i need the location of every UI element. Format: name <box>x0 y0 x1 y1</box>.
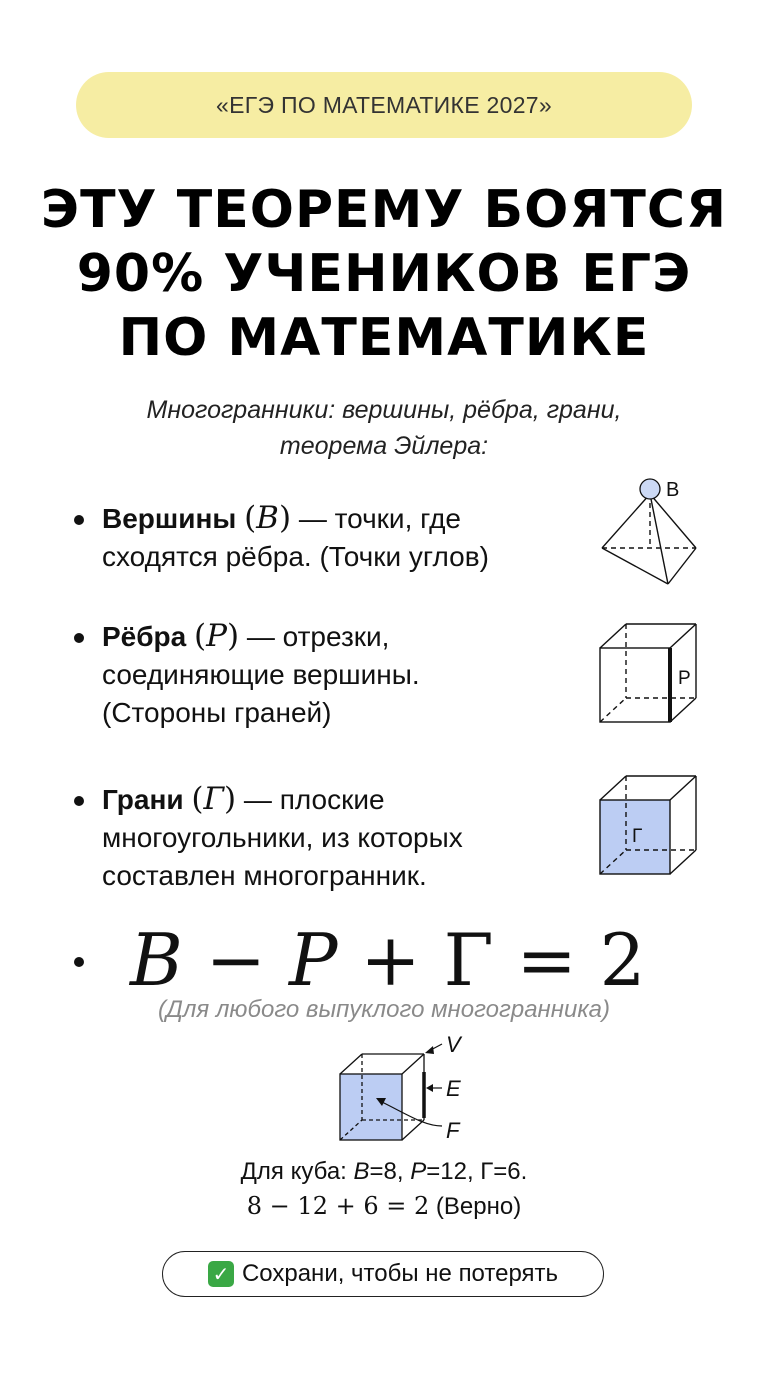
formula-caption: (Для любого выпуклого многогранника) <box>157 996 610 1023</box>
bullet-dot <box>74 633 84 643</box>
formula-plus: + <box>337 918 444 1002</box>
list-item-vertices: Вершины (В) — точки, где сходятся рёбра. (Точки углов) <box>102 499 592 576</box>
label-e: E <box>446 1076 461 1101</box>
definition-line-2: соединяющие вершины. <box>102 659 420 690</box>
cube-edge-icon <box>594 618 710 728</box>
term-faces: Грани <box>102 784 184 815</box>
cube-p-val: =12, <box>426 1158 481 1185</box>
bullet-dot <box>74 515 84 525</box>
term-vertices: Вершины <box>102 503 237 534</box>
list-item-faces: Грани (Г) — плоские многоугольники, из которых составлен многогранник. <box>102 780 592 895</box>
list-item-edges: Рёбра (Р) — отрезки, соединяющие вершины. (Стороны граней) <box>102 617 592 732</box>
pyramid-label: В <box>666 479 680 501</box>
symbol-vertices: В <box>256 500 279 536</box>
formula-p: Р <box>289 918 338 1002</box>
headline-line-3: ПО МАТЕМАТИКЕ <box>118 308 650 368</box>
check-mark-icon: ✓ <box>208 1261 234 1287</box>
euler-formula <box>130 918 650 1002</box>
vertex-highlight <box>640 479 660 499</box>
label-f: F <box>446 1118 460 1143</box>
subtitle-line-2: теорема Эйлера: <box>279 432 489 460</box>
cube-equation: 8 − 12 + 6 = 2 <box>246 1192 430 1220</box>
symbol-faces: Г <box>203 781 225 817</box>
term-edges: Рёбра <box>102 621 187 652</box>
formula-minus: − <box>182 918 290 1002</box>
cube-p: Р <box>410 1158 427 1185</box>
definition-line-3: (Стороны граней) <box>102 697 332 728</box>
headline-line-1: ЭТУ ТЕОРЕМУ БОЯТСЯ <box>40 180 728 240</box>
save-button[interactable] <box>162 1251 604 1297</box>
label-v: V <box>446 1032 461 1057</box>
topic-pill-text: «ЕГЭ ПО МАТЕМАТИКЕ 2027» <box>216 91 552 118</box>
cube-face-icon <box>594 770 710 880</box>
headline-line-2: 90% УЧЕНИКОВ ЕГЭ <box>76 244 692 304</box>
pyramid-vertex-icon <box>594 474 704 586</box>
cube-example-equation <box>100 1189 668 1224</box>
cube-example-prefix: Для куба: <box>240 1158 354 1185</box>
subtitle-line-1: Многогранники: вершины, рёбра, грани, <box>146 396 622 424</box>
formula-b: В <box>130 918 183 1002</box>
topic-pill <box>76 72 692 138</box>
subtitle <box>40 392 728 464</box>
definition-line-2: сходятся рёбра. (Точки углов) <box>102 541 489 572</box>
page-title <box>20 178 748 370</box>
bullet-dot <box>74 957 84 967</box>
symbol-edges: Р <box>206 618 227 654</box>
cube-verdict: (Верно) <box>429 1193 522 1220</box>
cube-face-label: Г <box>632 826 643 847</box>
save-button-label: Сохрани, чтобы не потерять <box>241 1260 559 1287</box>
formula-g: Γ <box>443 918 494 1002</box>
cube-example-counts <box>100 1155 668 1189</box>
cube-b-val: =8, <box>369 1158 411 1185</box>
cube-vef-diagram <box>330 1030 490 1148</box>
cube-b: В <box>353 1158 370 1185</box>
formula-eq: = 2 <box>493 918 646 1002</box>
cube-edge-label: Р <box>678 668 691 689</box>
definition-line-3: составлен многогранник. <box>102 860 427 891</box>
definition-line-1: — отрезки, <box>239 621 390 652</box>
cube-g-val: Г=6. <box>480 1158 528 1185</box>
definition-line-2: многоугольники, из которых <box>102 822 463 853</box>
bullet-dot <box>74 796 84 806</box>
definition-line-1: — плоские <box>236 784 385 815</box>
definition-line-1: — точки, где <box>291 503 461 534</box>
